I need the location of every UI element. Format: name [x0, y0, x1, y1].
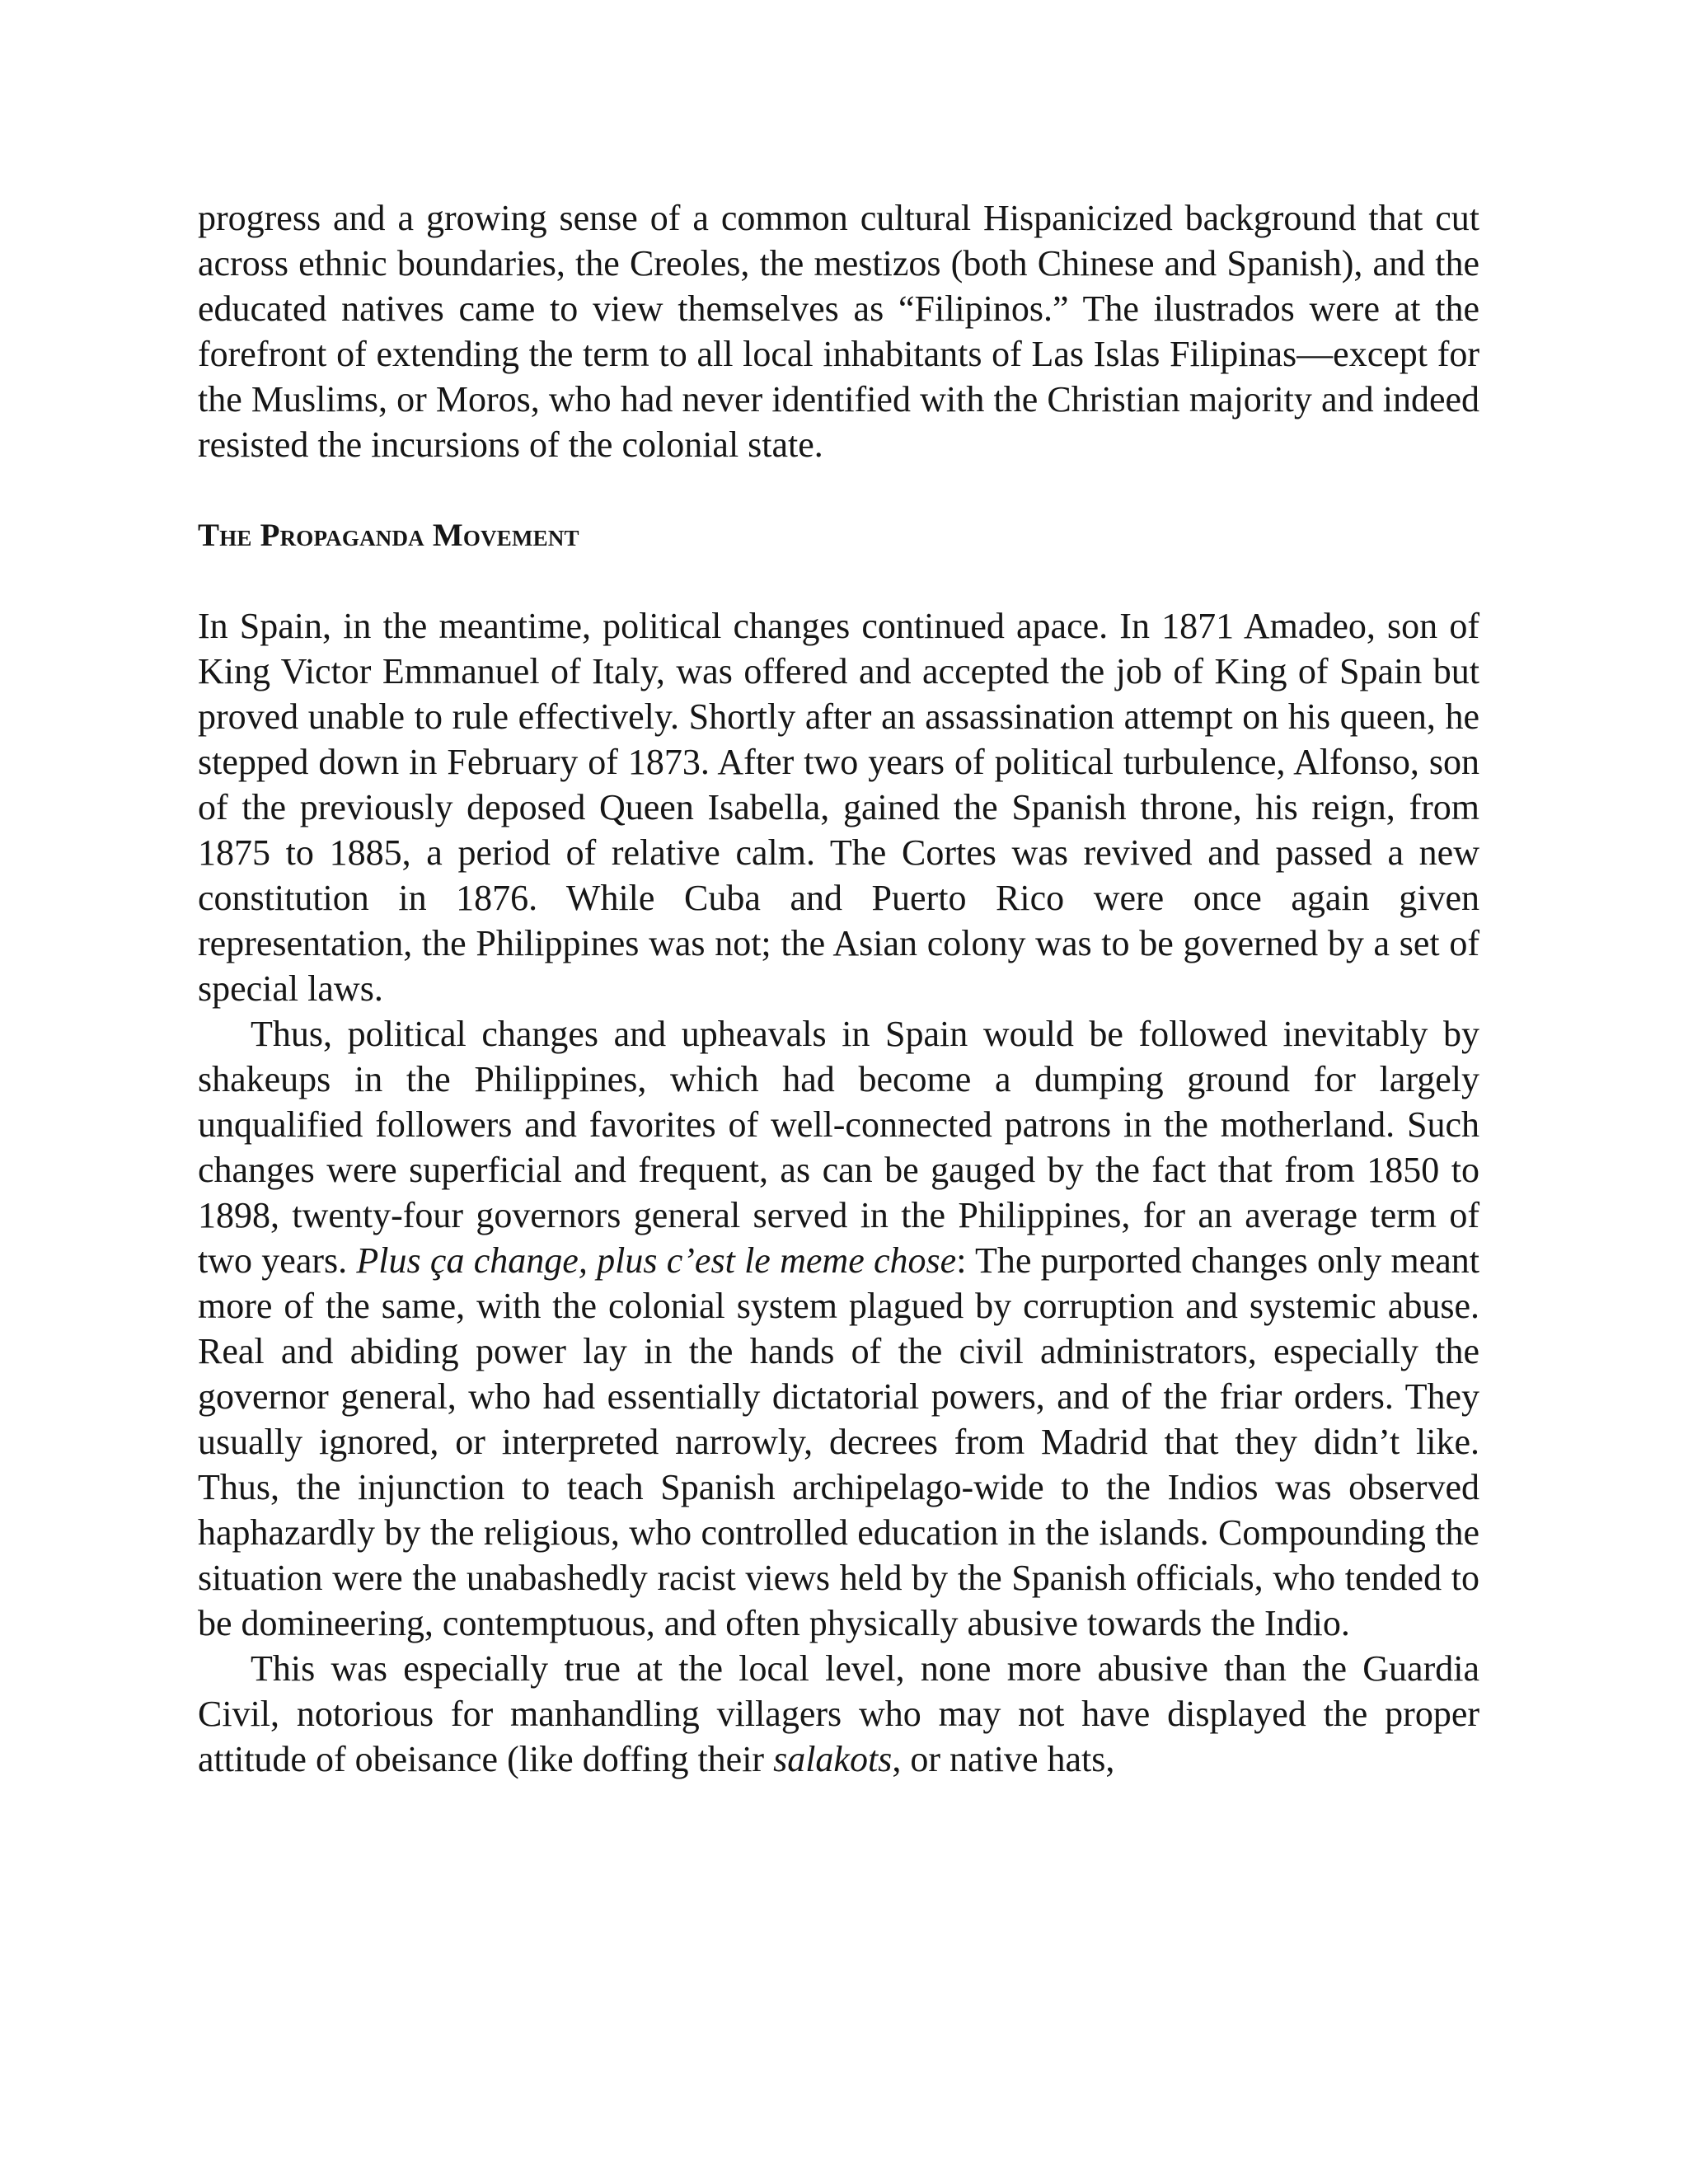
salakots-term: salakots — [773, 1739, 893, 1779]
paragraph-guardia-civil — [198, 1646, 1479, 1782]
paragraph-shakeups-text-2: : The purported changes only meant more of the same, with the colonial system plagued by corruption and systemic abuse. Real and abiding power lay in the hands of the civil administrators, especially the governor general, who had essentially dictatorial powers, and of the friar orders. They usually ignored, or interpreted narrowly, decrees from Madrid that they didn’t like. Thus, the injunction to teach Spanish archipelago-wide to the Indios was observed haphazardly by the religious, who controlled education in the islands. Compounding the situation were the unabashedly racist views held by the Spanish officials, who tended to be domineering, contemptuous, and often physically abusive towards the Indio. — [198, 1240, 1480, 1643]
section-heading: The Propaganda Movement — [198, 518, 579, 553]
document-page — [198, 195, 1479, 1782]
paragraph-shakeups-text-1: Thus, political changes and upheavals in Spain would be followed inevitably by shakeups in the Philippines, which had become a dumping ground for largely unqualified followers and favorites of well-connected patrons in the motherland. Such changes were superficial and frequent, as can be gauged by the fact that from 1850 to 1898, twenty-four governors general served in the Philippines, for an average term of two years. — [198, 1014, 1479, 1281]
paragraph-guardia-text-1: This was especially true at the local level, none more abusive than the Guardia Civil, notorious for manhandling villagers who may not have displayed the proper attitude of obeisance (like doffing their — [198, 1648, 1479, 1779]
paragraph-guardia-text-2: , or native hats, — [892, 1739, 1115, 1779]
paragraph-spain-politics: In Spain, in the meantime, political changes continued apace. In 1871 Amadeo, son of King Victor Emmanuel of Italy, was offered and accepted the job of King of Spain but proved unable to rule effectively. Shortly after an assassination attempt on his queen, he stepped down in February of 1873. After two years of political turbulence, Alfonso, son of the previously deposed Queen Isabella, gained the Spanish throne, his reign, from 1875 to 1885, a period of relative calm. The Cortes was revived and passed a new constitution in 1876. While Cuba and Puerto Rico were once again given representation, the Philippines was not; the Asian colony was to be governed by a set of special laws. — [198, 606, 1479, 1009]
paragraph-shakeups — [198, 1011, 1479, 1646]
french-phrase: Plus ça change, plus c’est le meme chose — [356, 1240, 957, 1281]
paragraph-continuation: progress and a growing sense of a common cultural Hispanicized background that cut across ethnic boundaries, the Creoles, the mestizos (both Chinese and Spanish), and the educated natives came to view themselves as “Filipinos.” The ilustrados were at the forefront of extending the term to all local inhabitants of Las Islas Filipinas—except for the Muslims, or Moros, who had never identified with the Christian majority and indeed resisted the incursions of the colonial state. — [198, 198, 1479, 465]
